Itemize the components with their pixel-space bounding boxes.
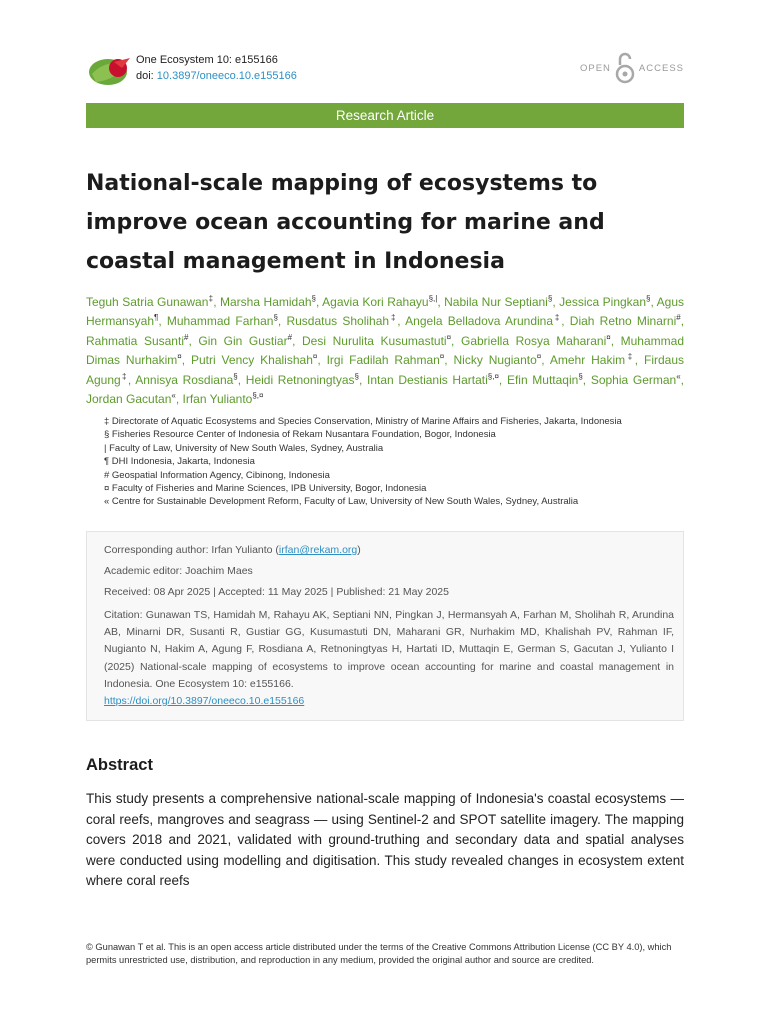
author-link[interactable]: Jordan Gacutan xyxy=(86,392,172,407)
author-affiliation-mark: « xyxy=(676,371,681,381)
author-link[interactable]: Agavia Kori Rahayu xyxy=(322,295,429,309)
open-access-lock-icon xyxy=(614,51,636,85)
author-link[interactable]: Efin Muttaqin xyxy=(506,372,579,387)
author-list xyxy=(86,293,684,409)
corresponding-author xyxy=(104,544,674,557)
author-link[interactable]: Firdaus Agung xyxy=(86,353,684,387)
author-link[interactable]: Muhammad Farhan xyxy=(166,314,274,329)
author-separator: , xyxy=(498,372,507,387)
affiliation-item: ¶ DHI Indonesia, Jakarta, Indonesia xyxy=(104,456,255,468)
corresponding-email-link[interactable]: irfan@rekam.org xyxy=(278,544,358,556)
affiliation-item: ‡ Directorate of Aquatic Ecosystems and Species Conservation, Ministry of Marine Affairs and Fisheries, Jakarta, Indonesia xyxy=(104,416,622,427)
author-affiliation-mark: ¤ xyxy=(606,332,611,342)
corresponding-author-suffix: ) xyxy=(357,544,361,556)
author-link[interactable]: Amehr Hakim xyxy=(549,353,626,368)
author-affiliation-mark: § xyxy=(547,294,553,303)
author-affiliation-mark: ‡ xyxy=(120,371,128,381)
author-separator: , xyxy=(634,353,644,368)
author-separator: , xyxy=(316,295,323,309)
author-separator: , xyxy=(397,314,406,329)
author-separator: , xyxy=(292,333,302,348)
journal-logo-icon xyxy=(86,52,134,88)
article-title: National-scale mapping of ecosystems to improve ocean accounting for marine and coastal management in Indonesia xyxy=(86,171,605,274)
doi-prefix: doi: xyxy=(136,70,157,82)
author-link[interactable]: Muhammad Dimas Nurhakim xyxy=(86,333,684,368)
author-link[interactable]: Putri Vency Khalishah xyxy=(190,353,313,368)
author-affiliation-mark: § xyxy=(354,371,359,381)
affiliation-list xyxy=(104,415,684,509)
affiliation-item: | Faculty of Law, University of New South Wales, Sydney, Australia xyxy=(104,442,384,454)
author-link[interactable]: Marsha Hamidah xyxy=(220,295,312,309)
journal-header xyxy=(86,50,684,90)
author-link[interactable]: Irfan Yulianto xyxy=(182,392,253,407)
author-affiliation-mark: ‡ xyxy=(389,313,398,323)
author-link[interactable]: Rahmatia Susanti xyxy=(86,333,184,348)
author-separator: , xyxy=(552,295,560,309)
affiliation-item: § Fisheries Resource Center of Indonesia of Rekam Nusantara Foundation, Bogor, Indonesia xyxy=(104,429,496,441)
abstract-heading: Abstract xyxy=(86,756,153,774)
author-affiliation-mark: § xyxy=(273,313,278,323)
author-separator: , xyxy=(561,314,570,329)
author-affiliation-mark: ¤ xyxy=(446,332,452,342)
article-dates: Received: 08 Apr 2025 | Accepted: 11 May 2025 | Published: 21 May 2025 xyxy=(104,586,449,598)
article-type-bar: Research Article xyxy=(86,103,684,128)
author-separator: , xyxy=(188,333,199,348)
author-separator: , xyxy=(213,295,221,309)
author-separator: , xyxy=(582,372,591,387)
author-affiliation-mark: ¤ xyxy=(536,352,542,362)
author-separator: , xyxy=(437,295,445,309)
author-separator: , xyxy=(680,372,685,387)
author-affiliation-mark: ¤ xyxy=(439,352,445,362)
author-separator: , xyxy=(237,372,246,387)
author-link[interactable]: Nabila Nur Septiani xyxy=(444,295,548,309)
citation-body: Citation: Gunawan TS, Hamidah M, Rahayu AK, Septiani NN, Pingkan J, Hermansyah A, Farhan M, Sholihah R, Arundina AB, Minarni DR, Susanti R, Gustiar GG, Kusumastuti DN, Maharani GR, Nurhakim MD, Khalishah PV, Rahman IF, Nugianto N, Hakim A, Agung F, Rosdiana A, Retnoningtyas H, Hartati ID, Muttaqin E, German S, Gacutan J, Yulianto I (2025) National-scale mapping of ecosystems to improve ocean accounting for marine and coastal management in Indonesia. One Ecosystem 10: e155166. xyxy=(104,609,674,690)
author-affiliation-mark: § xyxy=(233,371,238,381)
author-separator: , xyxy=(650,295,657,309)
author-affiliation-mark: ‡ xyxy=(553,313,562,323)
author-separator: , xyxy=(127,372,136,387)
author-link[interactable]: Jessica Pingkan xyxy=(559,295,647,309)
author-link[interactable]: Irgi Fadilah Rahman xyxy=(326,353,440,368)
author-link[interactable]: Agus Hermansyah xyxy=(86,295,684,329)
author-affiliation-mark: # xyxy=(183,332,189,342)
author-link[interactable]: Nicky Nugianto xyxy=(453,353,537,368)
author-separator: , xyxy=(451,333,461,348)
author-affiliation-mark: §,¤ xyxy=(252,391,264,401)
author-link[interactable]: Teguh Satria Gunawan xyxy=(86,295,209,309)
article-info-box xyxy=(86,531,684,721)
author-separator: , xyxy=(317,353,327,368)
open-access-left: OPEN xyxy=(579,62,611,74)
author-separator: , xyxy=(158,314,167,329)
author-affiliation-mark: ¶ xyxy=(154,313,159,323)
author-separator: , xyxy=(680,314,685,329)
author-link[interactable]: Diah Retno Minarni xyxy=(569,314,677,329)
author-link[interactable]: Gin Gin Gustiar xyxy=(198,333,288,348)
journal-citation: One Ecosystem 10: e155166 xyxy=(136,54,278,66)
author-affiliation-mark: ‡ xyxy=(625,352,635,362)
author-separator: , xyxy=(358,372,368,387)
author-link[interactable]: Gabriella Rosya Maharani xyxy=(460,333,607,348)
author-affiliation-mark: ‡ xyxy=(208,294,214,303)
author-separator: , xyxy=(181,353,191,368)
corresponding-author-label: Corresponding author: Irfan Yulianto ( xyxy=(104,544,279,556)
author-separator: , xyxy=(610,333,621,348)
author-affiliation-mark: ¤ xyxy=(312,352,318,362)
license-footer: © Gunawan T et al. This is an open access article distributed under the terms of the Creative Commons Attribution License (CC BY 4.0), which permits unrestricted use, distribution, and reproduction in any medium, provided the original author and source are credited. xyxy=(86,942,672,966)
author-link[interactable]: Heidi Retnoningtyas xyxy=(245,372,355,387)
author-affiliation-mark: # xyxy=(287,332,293,342)
author-affiliation-mark: §,| xyxy=(428,294,438,303)
affiliation-item: ¤ Faculty of Fisheries and Marine Sciences, IPB University, Bogor, Indonesia xyxy=(104,483,427,495)
citation-text xyxy=(104,607,674,710)
author-link[interactable]: Angela Belladova Arundina xyxy=(405,314,554,329)
affiliation-item: # Geospatial Information Agency, Cibinong, Indonesia xyxy=(104,469,330,481)
author-affiliation-mark: §,¤ xyxy=(487,371,499,381)
open-access-badge xyxy=(580,50,684,86)
affiliation-item: « Centre for Sustainable Development Reform, Faculty of Law, University of New South Wales, Sydney, Australia xyxy=(104,496,579,508)
author-separator: , xyxy=(444,353,454,368)
author-affiliation-mark: § xyxy=(578,371,583,381)
author-link[interactable]: Annisya Rosdiana xyxy=(135,372,234,387)
author-affiliation-mark: ¤ xyxy=(177,352,182,362)
citation-doi-link[interactable]: https://doi.org/10.3897/oneeco.10.e155166 xyxy=(104,695,305,708)
author-affiliation-mark: « xyxy=(171,391,176,401)
author-affiliation-mark: § xyxy=(311,294,316,303)
author-separator: , xyxy=(541,353,550,368)
academic-editor: Academic editor: Joachim Maes xyxy=(104,565,253,577)
author-link[interactable]: Intan Destianis Hartati xyxy=(367,372,488,387)
abstract-text: This study presents a comprehensive national-scale mapping of Indonesia's coastal ecosystems — coral reefs, mangroves and seagrass — using Sentinel-2 and SPOT satellite imagery. The mapping covers 2018 and 2021, validated with ground-truthing and secondary data and spatial analyses were conducted using modelling and digitisation. This study revealed changes in ecosystem extent where coral reefs xyxy=(86,791,684,889)
author-separator: , xyxy=(175,392,183,407)
author-link[interactable]: Rusdatus Sholihah xyxy=(286,314,390,329)
doi-line xyxy=(136,70,297,82)
author-affiliation-mark: # xyxy=(676,313,681,323)
author-link[interactable]: Sophia German xyxy=(590,372,677,387)
open-access-right: ACCESS xyxy=(638,62,684,74)
author-link[interactable]: Desi Nurulita Kusumastuti xyxy=(302,333,447,348)
author-affiliation-mark: § xyxy=(646,294,651,303)
author-separator: , xyxy=(277,314,287,329)
doi-link[interactable]: 10.3897/oneeco.10.e155166 xyxy=(156,70,297,82)
